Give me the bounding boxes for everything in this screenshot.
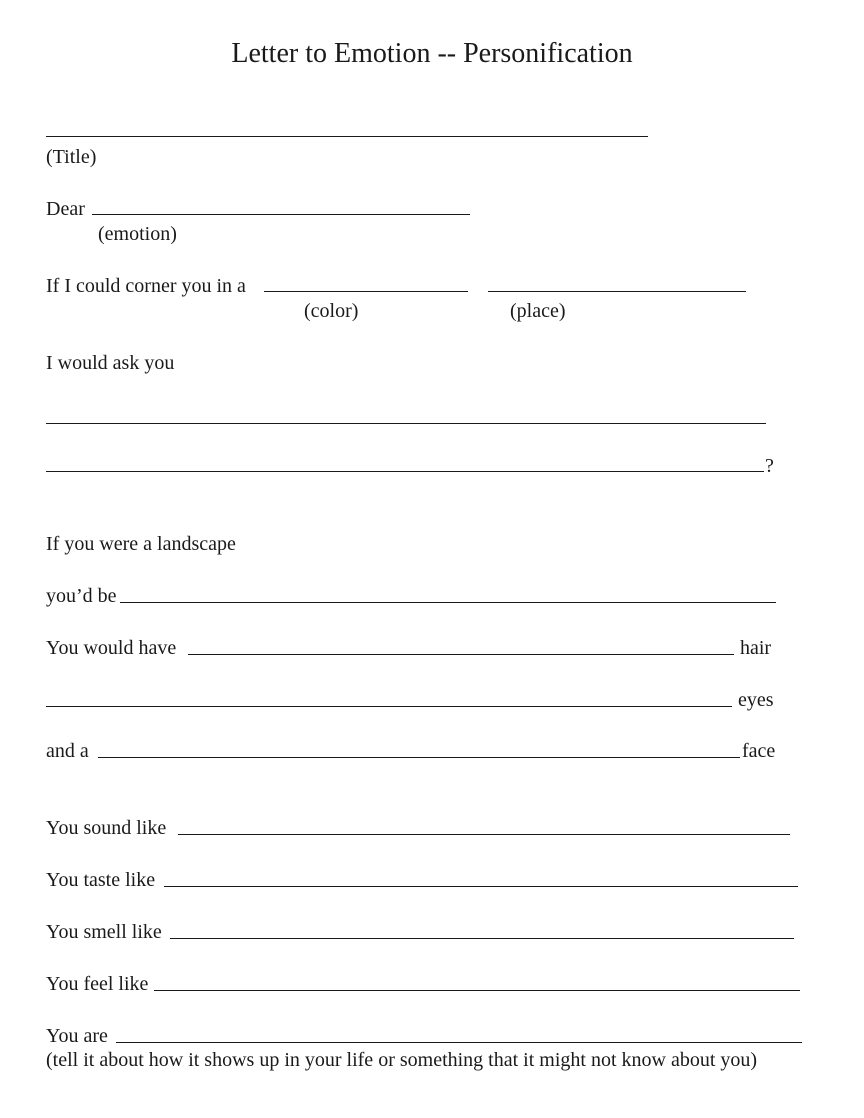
eyes-label: eyes [738, 689, 774, 711]
question-mark: ? [765, 455, 774, 477]
color-hint: (color) [304, 300, 359, 322]
place-blank[interactable] [488, 291, 746, 292]
question-blank-1[interactable] [46, 423, 766, 424]
youd-be-blank[interactable] [120, 602, 776, 603]
dear-label: Dear [46, 198, 85, 220]
would-have-label: You would have [46, 637, 177, 659]
you-are-label: You are [46, 1025, 108, 1047]
sound-blank[interactable] [178, 834, 790, 835]
eyes-blank[interactable] [46, 706, 732, 707]
and-a-label: and a [46, 740, 89, 762]
landscape-label: If you were a landscape [46, 533, 236, 555]
color-blank[interactable] [264, 291, 468, 292]
smell-label: You smell like [46, 921, 162, 943]
title-blank[interactable] [46, 136, 648, 137]
face-label: face [742, 740, 776, 762]
worksheet-title: Letter to Emotion -- Personification [231, 38, 633, 69]
you-are-blank[interactable] [116, 1042, 802, 1043]
sound-label: You sound like [46, 817, 167, 839]
feel-label: You feel like [46, 973, 149, 995]
emotion-blank[interactable] [92, 214, 470, 215]
youd-be-label: you’d be [46, 585, 117, 607]
emotion-hint: (emotion) [98, 223, 177, 245]
hair-blank[interactable] [188, 654, 734, 655]
title-hint: (Title) [46, 146, 97, 168]
taste-blank[interactable] [164, 886, 798, 887]
corner-label: If I could corner you in a [46, 275, 246, 297]
question-blank-2[interactable] [46, 471, 764, 472]
you-are-hint: (tell it about how it shows up in your life or something that it might not know about you) [46, 1049, 758, 1071]
taste-label: You taste like [46, 869, 156, 891]
feel-blank[interactable] [154, 990, 800, 991]
place-hint: (place) [510, 300, 566, 322]
smell-blank[interactable] [170, 938, 794, 939]
hair-label: hair [740, 637, 772, 659]
ask-label: I would ask you [46, 352, 175, 374]
face-blank[interactable] [98, 757, 740, 758]
